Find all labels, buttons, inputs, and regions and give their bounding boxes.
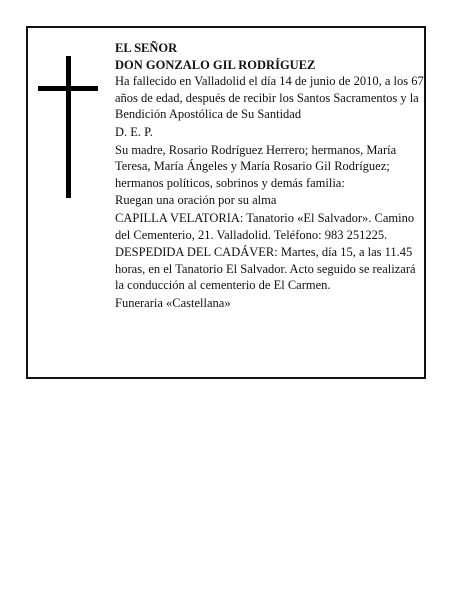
funeral-home: Funeraria «Castellana» <box>115 295 231 310</box>
death-announcement: Ha fallecido en Valladolid el día 14 de junio de 2010, a los 67 años de edad, después de recibir los Santos Sacramentos y la Bendición Apostólica de Su Santidad <box>115 74 424 122</box>
cross-icon <box>38 56 98 198</box>
prayer-request: Ruegan una oración por su alma <box>115 193 277 208</box>
chapel-info: CAPILLA VELATORIA: Tanatorio «El Salvador». Camino del Cementerio, 21. Valladolid. Teléfono: 983 251225. <box>115 210 415 242</box>
heading-title: EL SEÑOR <box>115 41 178 55</box>
farewell-info: DESPEDIDA DEL CADÁVER: Martes, día 15, a las 11.45 horas, en el Tanatorio El Salvador. Acto seguido se realizará la conducción al cementerio de El Carmen. <box>115 245 416 293</box>
dep-text: D. E. P. <box>115 124 153 139</box>
cross-vertical-bar <box>66 56 71 198</box>
deceased-name: DON GONZALO GIL RODRÍGUEZ <box>115 57 316 72</box>
family-text: Su madre, Rosario Rodríguez Herrero; hermanos, María Teresa, María Ángeles y María Rosario Gil Rodríguez; hermanos políticos, sobrinos y demás familia: <box>115 142 397 190</box>
obituary-text <box>115 40 425 313</box>
cross-horizontal-bar <box>38 86 98 91</box>
obituary-notice-frame <box>26 26 426 379</box>
